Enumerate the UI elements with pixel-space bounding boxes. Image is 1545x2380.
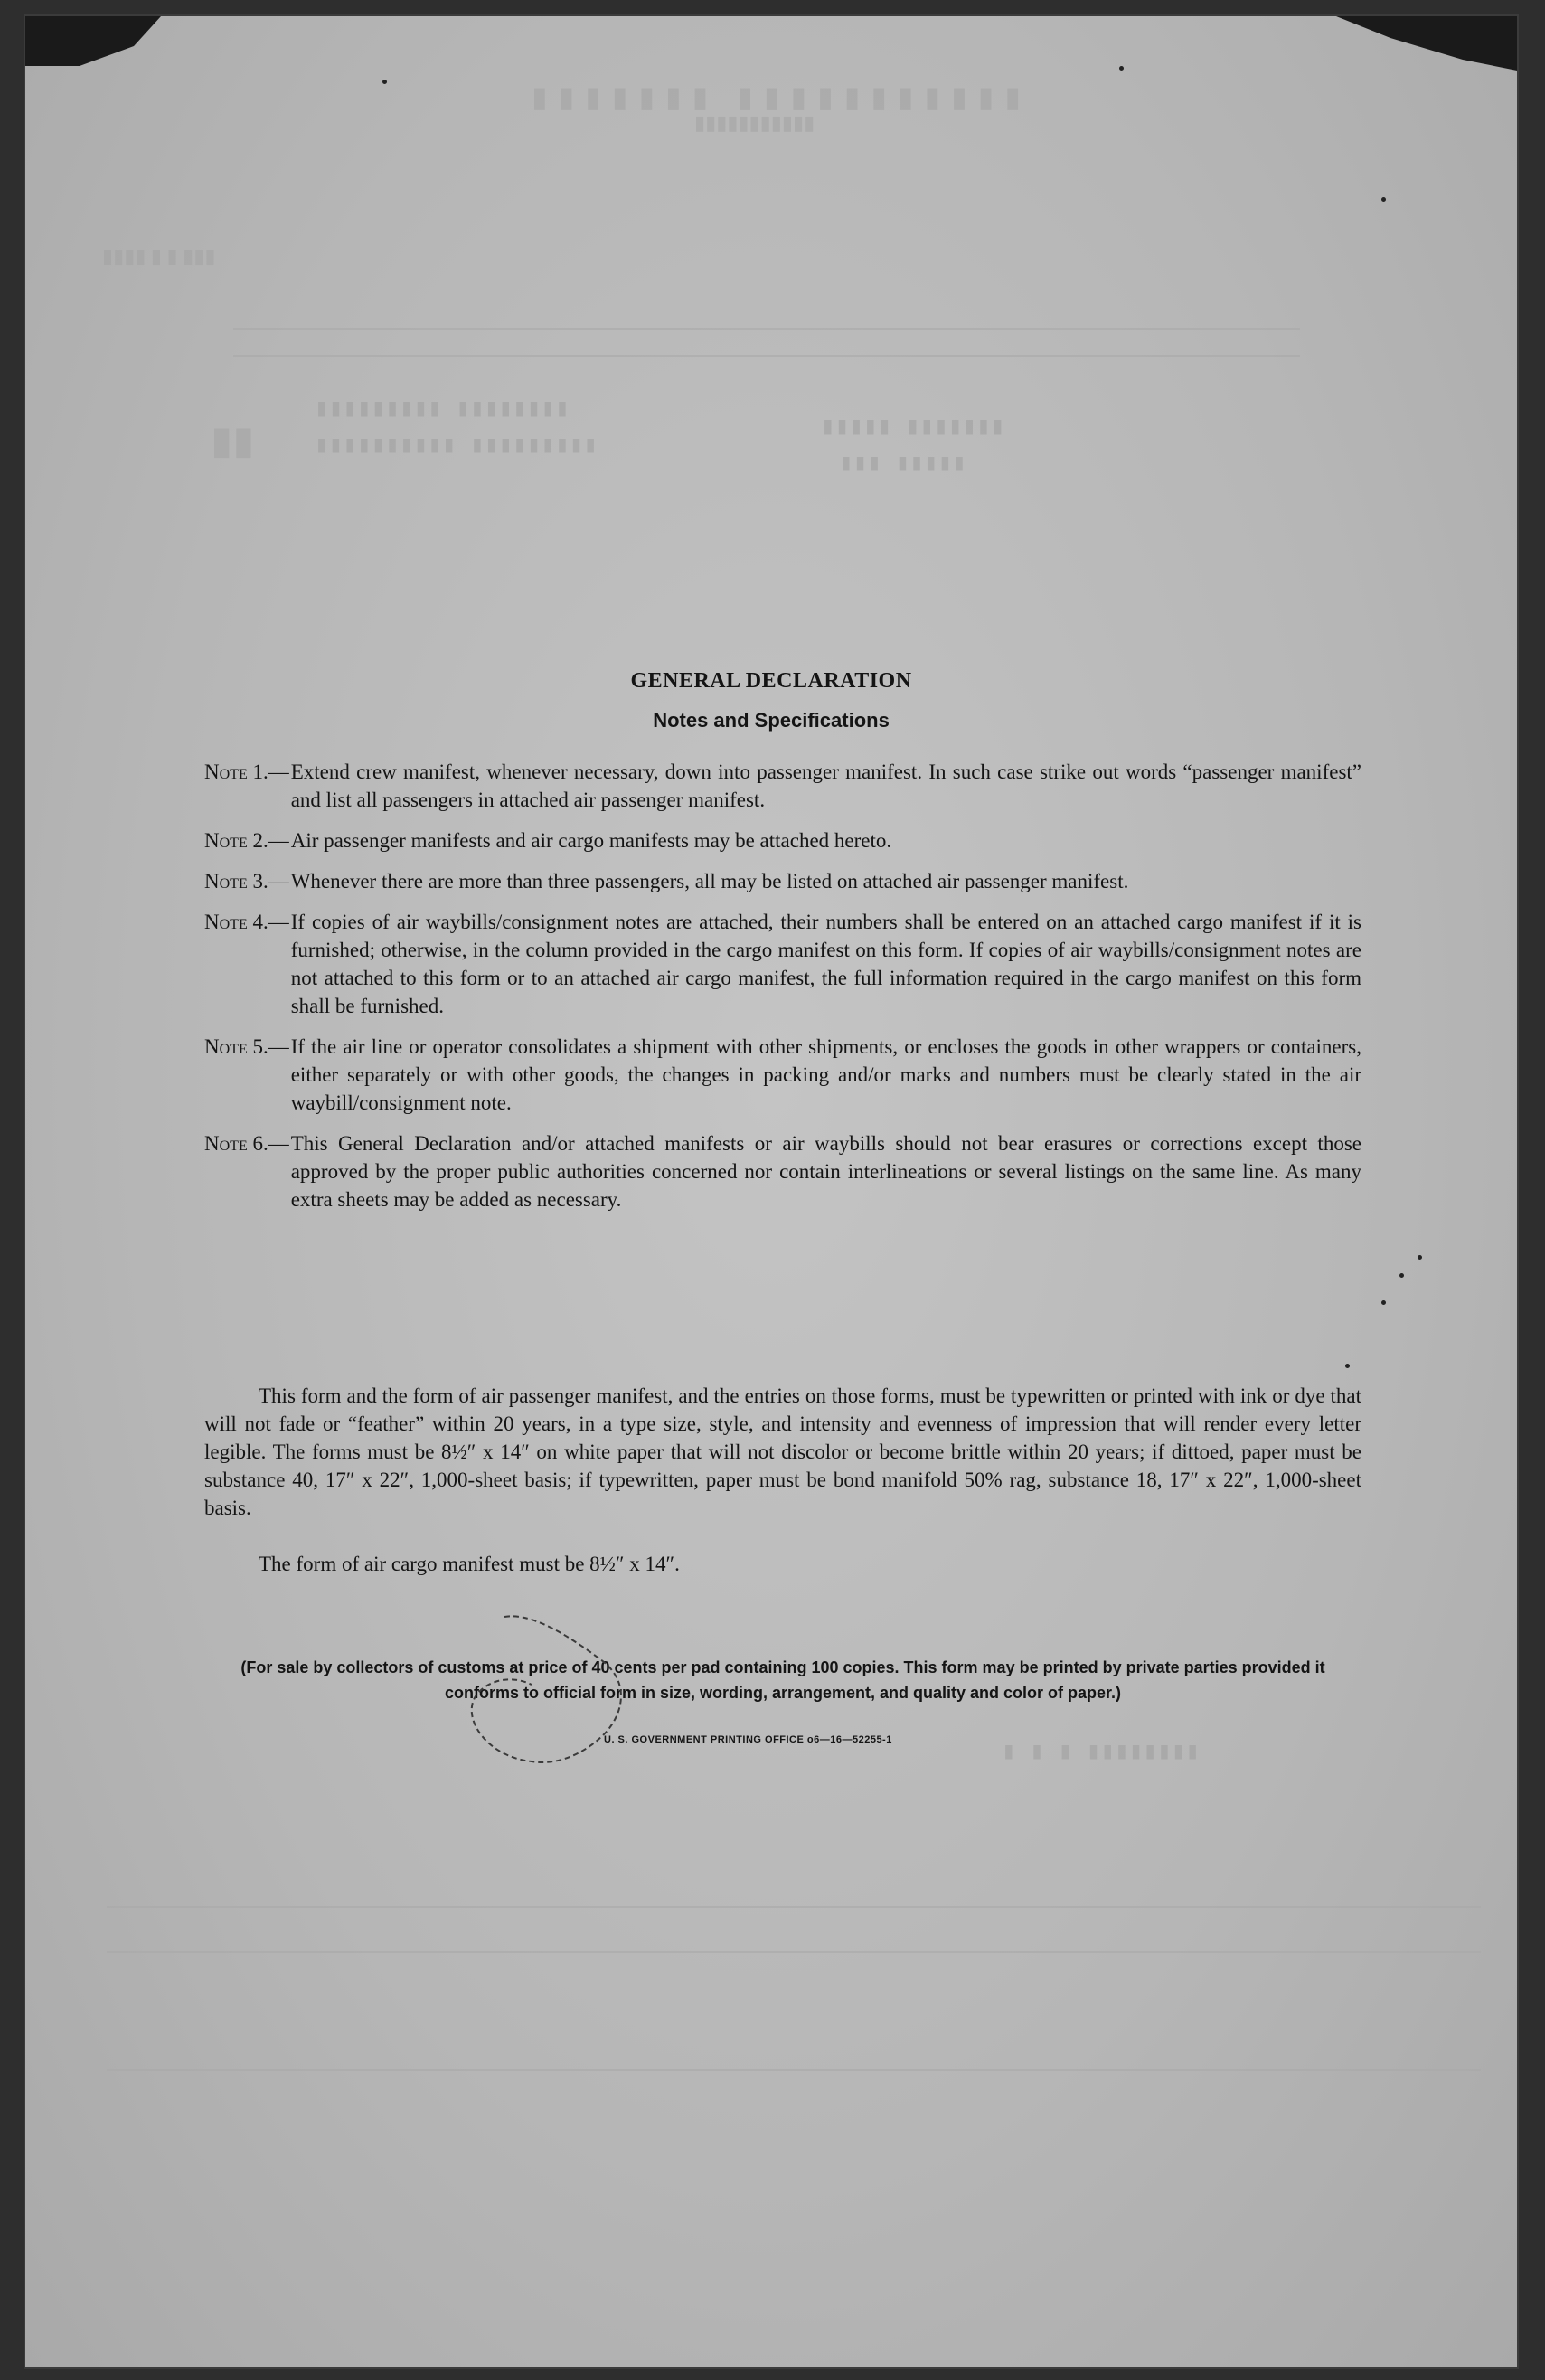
- note-text: Air passenger manifests and air cargo manifests may be attached hereto.: [290, 829, 892, 852]
- note-4: Note 4. — If copies of air waybills/consignment notes are attached, their numbers shall be entered on an attached cargo manifest if it is furnished; otherwise, in the column provided in the cargo manifest on this form. If copies of air waybills/consignment notes are not attached to this form or to an attached air cargo manifest, the full information required in the cargo manifest on this form shall be furnished.: [204, 908, 1361, 1020]
- note-label: Note 4.: [204, 911, 268, 933]
- bleed-through-rule: [233, 328, 1300, 330]
- bleed-through-typed-line: ▮▮▮▮▮▮▮▮ ▮ ▮ ▮: [1002, 1739, 1200, 1766]
- note-label: Note 3.: [204, 870, 268, 892]
- note-label: Note 5.: [204, 1035, 268, 1058]
- bleed-through-heading: ▮▮▮▮▮▮▮ ▮▮▮▮▮▮▮▮▮▮▮: [532, 80, 1032, 113]
- bleed-through-rule: [107, 1906, 1481, 1908]
- bleed-through-rule: [107, 1951, 1481, 1953]
- bleed-through-typed-line: ▮▮▮▮▮▮▮▮▮ ▮▮▮▮▮▮▮▮▮▮: [315, 432, 598, 459]
- bleed-through-typed-line: ▮▮▮▮▮▮▮▮ ▮▮▮▮▮▮▮▮▮: [315, 396, 570, 423]
- printing-office-imprint: U. S. GOVERNMENT PRINTING OFFICE o6—16—52255-1: [604, 1734, 892, 1745]
- bleed-through-number: ▮▮: [211, 424, 255, 468]
- note-text: Extend crew manifest, whenever necessary, down into passenger manifest. In such case strike out words “passenger manifest” and list all passengers in attached air passenger manifest.: [290, 760, 1361, 811]
- page-subtitle: Notes and Specifications: [653, 709, 890, 732]
- note-text: If the air line or operator consolidates a shipment with other shipments, or encloses the goods in other wrappers or containers, either separately or with other goods, the changes in packing and/or marks and numbers must be clearly stated in the air waybill/consignment note.: [290, 1035, 1361, 1114]
- note-6: Note 6. — This General Declaration and/or attached manifests or air waybills should not bear erasures or corrections except those approved by the proper public authorities concerned nor contain interlineations or several listings on the same line. As many extra sheets may be added as necessary.: [204, 1129, 1361, 1214]
- note-2: Note 2. — Air passenger manifests and air cargo manifests may be attached hereto.: [204, 826, 1361, 855]
- note-text: Whenever there are more than three passengers, all may be listed on attached air passenger manifest.: [290, 870, 1129, 892]
- note-3: Note 3. — Whenever there are more than three passengers, all may be listed on attached air passenger manifest.: [204, 867, 1361, 895]
- note-text: This General Declaration and/or attached manifests or air waybills should not bear erasures or corrections except those approved by the proper public authorities concerned nor contain interlineations or several listings on the same line. As many extra sheets may be added as necessary.: [290, 1132, 1361, 1211]
- bleed-through-typed-line: ▮▮▮▮▮ ▮▮▮: [839, 450, 966, 477]
- document-page: [25, 16, 1517, 2367]
- bleed-through-stamp: ▮▮▮ ▮ ▮ ▮▮▮▮: [102, 248, 216, 270]
- pen-stroke-mark: [450, 1608, 667, 1780]
- page-title: GENERAL DECLARATION: [630, 669, 912, 693]
- note-label: Note 2.: [204, 829, 268, 852]
- bleed-through-typed-line: ▮▮▮▮▮▮▮ ▮▮▮▮▮: [821, 414, 1005, 441]
- cargo-size-line: The form of air cargo manifest must be 8½″ x 14″.: [259, 1553, 680, 1575]
- scan-edge-shadow: [1336, 16, 1517, 71]
- note-1: Note 1. — Extend crew manifest, whenever necessary, down into passenger manifest. In such case strike out words “passenger manifest” and list all passengers in attached air passenger manifest.: [204, 758, 1361, 814]
- note-text: If copies of air waybills/consignment notes are attached, their numbers shall be entered on an attached cargo manifest if it is furnished; otherwise, in the column provided in the cargo manifest on this form. If copies of air waybills/consignment notes are not attached to this form or to an attached air cargo manifest, the full information required in the cargo manifest on this form shall be furnished.: [290, 911, 1361, 1017]
- specification-paragraph: This form and the form of air passenger manifest, and the entries on those forms, must be typewritten or printed with ink or dye that will not fade or “feather” within 20 years, in a type size, style, and intensity and evenness of impression that will render every letter legible. The forms must be 8½″ x 14″ on white paper that will not discolor or become brittle within 20 years; if dittoed, paper must be substance 40, 17″ x 22″, 1,000-sheet basis; if typewritten, paper must be bond manifold 50% rag, substance 18, 17″ x 22″, 1,000-sheet basis.: [204, 1384, 1361, 1519]
- note-label: Note 6.: [204, 1132, 268, 1155]
- notes-list: [204, 758, 1361, 1226]
- sale-notice: (For sale by collectors of customs at price of 40 cents per pad containing 100 copies. This form may be printed by private parties provided it conforms to official form in size, wording, arrangement, and quality and color of paper.): [240, 1658, 1325, 1702]
- note-5: Note 5. — If the air line or operator consolidates a shipment with other shipments, or encloses the goods in other wrappers or containers, either separately or with other goods, the changes in packing and/or marks and numbers must be clearly stated in the air waybill/consignment note.: [204, 1033, 1361, 1117]
- bleed-through-subheading: ▮▮▮▮▮▮▮▮▮▮▮: [694, 111, 815, 134]
- bleed-through-rule: [107, 2069, 1481, 2071]
- note-label: Note 1.: [204, 760, 268, 783]
- bleed-through-rule: [233, 355, 1300, 357]
- scan-edge-shadow: [25, 16, 161, 66]
